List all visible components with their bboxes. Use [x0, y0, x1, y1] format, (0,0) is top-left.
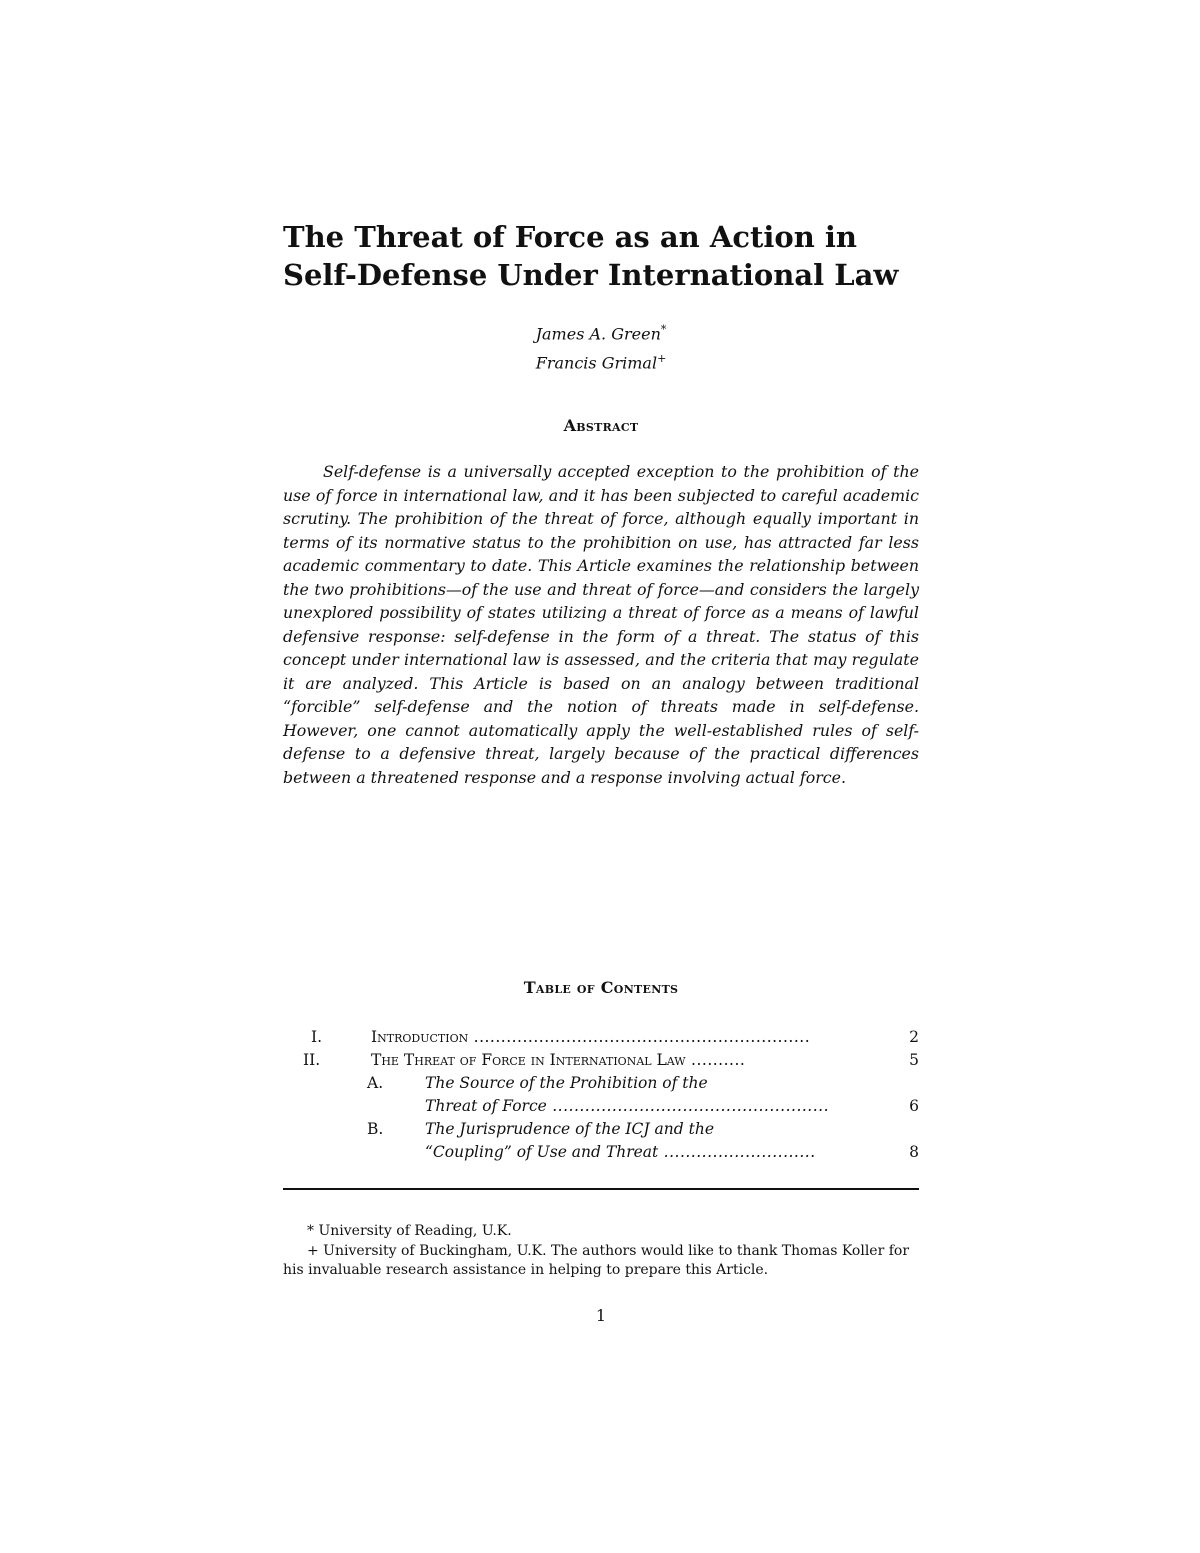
toc-number: A. — [367, 1074, 384, 1092]
toc-page-number: 2 — [909, 1028, 919, 1046]
toc-heading: Table of Contents — [523, 978, 679, 997]
toc-label — [371, 1026, 849, 1049]
toc-leader-dots: .............................................................. — [468, 1028, 811, 1046]
toc-row — [283, 1141, 919, 1164]
footnote-2: + University of Buckingham, U.K. The authors would like to thank Thomas Koller for his invaluable research assistance in helping to prepare this Article. — [283, 1243, 910, 1278]
footnotes — [283, 1222, 919, 1281]
toc-label — [371, 1049, 849, 1072]
toc-leader-dots: ................................................... — [546, 1097, 830, 1115]
author-name: Francis Grimal — [535, 353, 658, 373]
author-1 — [283, 317, 919, 346]
toc-row — [283, 1049, 919, 1072]
toc-label-text: “Coupling” of Use and Threat — [425, 1143, 659, 1161]
toc-page-number: 8 — [909, 1143, 919, 1161]
toc-leader-dots: ............................ — [658, 1143, 816, 1161]
toc-label — [425, 1072, 849, 1095]
title-line-1: The Threat of Force as an Action in — [283, 220, 858, 254]
toc-label-text: The Threat of Force in International Law — [371, 1051, 686, 1069]
toc-label-text: The Jurisprudence of the ICJ and the — [425, 1120, 714, 1138]
toc-label-text: Introduction — [371, 1028, 469, 1046]
toc-row — [283, 1118, 919, 1141]
toc-row — [283, 1095, 919, 1118]
toc-page-number: 6 — [909, 1097, 919, 1115]
table-of-contents — [283, 1026, 919, 1164]
page-number: 1 — [595, 1306, 607, 1325]
toc-label — [425, 1118, 849, 1141]
author-2 — [283, 346, 919, 375]
abstract-text: Self-defense is a universally accepted exception to the prohibition of the use of force in international law, and it has been subjected to careful academic scrutiny. The prohibition of the threat of force, although equally important in terms of its normative status to the prohibition on use, has attracted far less academic commentary to date. This Article examines the relationship between the two prohibitions—of the use and threat of force—and considers the largely unexplored possibility of states utilizing a threat of force as a means of lawful defensive response: self-defense in the form of a threat. The status of this concept under international law is assessed, and the criteria that may regulate it are analyzed. This Article is based on an analogy between traditional “forcible” self-defense and the notion of threats made in self-defense. However, one cannot automatically apply the well-established rules of self-defense to a defensive threat, largely because of the practical differences between a threatened response and a response involving actual force. — [283, 462, 919, 787]
toc-label-text: Threat of Force — [425, 1097, 547, 1115]
title-line-2: Self-Defense Under International Law — [283, 258, 899, 292]
toc-label-text: The Source of the Prohibition of the — [425, 1074, 708, 1092]
toc-page-number: 5 — [909, 1051, 919, 1069]
toc-number: II. — [303, 1051, 321, 1069]
toc-leader-dots: .......... — [685, 1051, 746, 1069]
author-footnote-mark: + — [657, 352, 667, 366]
author-list — [283, 317, 919, 376]
toc-label — [425, 1141, 843, 1164]
footnote-1: * University of Reading, U.K. — [307, 1223, 512, 1239]
toc-label — [425, 1095, 843, 1118]
footnote-divider — [283, 1188, 919, 1190]
toc-number: B. — [367, 1120, 384, 1138]
author-name: James A. Green — [535, 324, 661, 344]
author-footnote-mark: * — [660, 323, 667, 336]
toc-row — [283, 1026, 919, 1049]
article-title — [283, 218, 919, 294]
article-page — [283, 0, 919, 1553]
toc-number: I. — [311, 1028, 323, 1046]
abstract-heading: Abstract — [563, 416, 639, 435]
toc-row — [283, 1072, 919, 1095]
